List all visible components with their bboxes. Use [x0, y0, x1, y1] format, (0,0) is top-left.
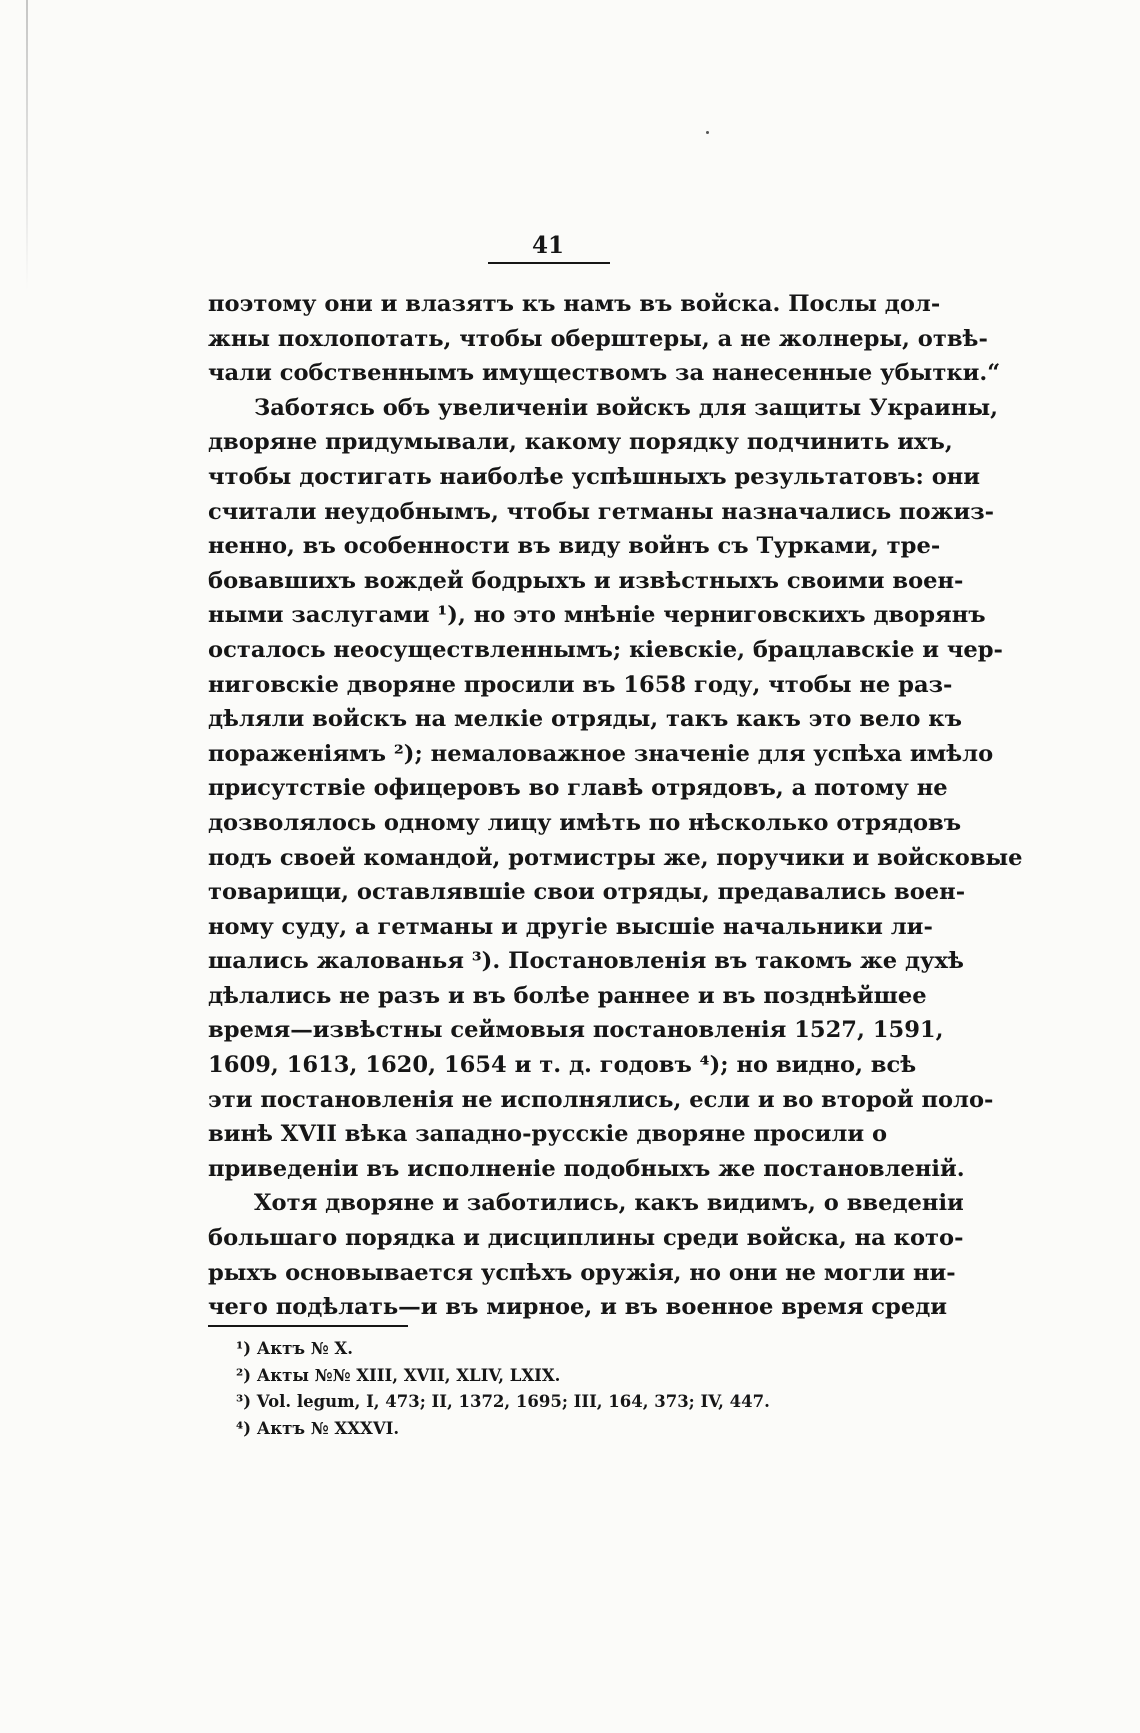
text-line: большаго порядка и дисциплины среди войска, на кото- — [208, 1225, 964, 1252]
footnotes — [236, 1336, 876, 1442]
text-line: считали неудобнымъ, чтобы гетманы назначались пожиз- — [208, 498, 994, 525]
text-line: приведеніи въ исполненіе подобныхъ же постановленій. — [208, 1155, 965, 1182]
text-line: пораженіямъ ²); немаловажное значеніе для успѣха имѣло — [208, 740, 994, 767]
footnote-rule — [208, 1325, 408, 1327]
text-line: дѣлались не разъ и въ болѣе раннее и въ позднѣйшее — [208, 982, 927, 1009]
text-line: дѣляли войскъ на мелкіе отряды, такъ какъ это вело къ — [208, 706, 962, 733]
text-line: чали собственнымъ имуществомъ за нанесенные убытки.“ — [208, 360, 1001, 387]
text-line: товарищи, оставлявшіе свои отряды, предавались воен- — [208, 879, 966, 906]
text-line: жны похлопотать, чтобы оберштеры, а не жолнеры, отвѣ- — [208, 325, 988, 352]
text-line: подъ своей командой, ротмистры же, поручики и войсковые — [208, 844, 1023, 871]
text-line: время—извѣстны сеймовыя постановленія 1527, 1591, — [208, 1017, 944, 1044]
text-line: ными заслугами ¹), но это мнѣніе черниговскихъ дворянъ — [208, 602, 986, 629]
text-line: Хотя дворяне и заботились, какъ видимъ, о введеніи — [254, 1190, 964, 1217]
scan-border-shadow — [26, 0, 28, 290]
text-line: Заботясь объ увеличеніи войскъ для защиты Украины, — [254, 394, 998, 421]
text-line: дозволялось одному лицу имѣть по нѣсколько отрядовъ — [208, 809, 962, 836]
page-number-rule — [488, 262, 610, 264]
page-number: 41 — [531, 232, 564, 259]
text-line: ному суду, а гетманы и другіе высшіе начальники ли- — [208, 913, 933, 940]
text-line: присутствіе офицеровъ во главѣ отрядовъ, а потому не — [208, 775, 948, 802]
footnote: ⁴) Актъ № XXXVI. — [236, 1418, 400, 1438]
text-line: эти постановленія не исполнялись, если и во второй поло- — [208, 1086, 994, 1113]
text-line: осталось неосуществленнымъ; кіевскіе, брацлавскіе и чер- — [208, 636, 1003, 663]
scan-speck — [706, 131, 709, 134]
text-line: чего подѣлать—и въ мирное, и въ военное время среди — [208, 1294, 948, 1321]
text-line: ненно, въ особенности въ виду войнъ съ Турками, тре- — [208, 533, 941, 560]
body-text — [208, 287, 1023, 1325]
footnote: ²) Акты №№ XIII, XVII, XLIV, LXIX. — [236, 1365, 561, 1385]
text-line: винѣ XVII вѣка западно-русскіе дворяне просили о — [208, 1121, 888, 1148]
text-line: бовавшихъ вождей бодрыхъ и извѣстныхъ своими воен- — [208, 567, 964, 594]
footnote: ³) Vol. legum, I, 473; II, 1372, 1695; III, 164, 373; IV, 447. — [236, 1392, 770, 1411]
footnote: ¹) Актъ № X. — [236, 1339, 353, 1358]
text-line: рыхъ основывается успѣхъ оружія, но они не могли ни- — [208, 1259, 956, 1286]
text-line: чтобы достигать наиболѣе успѣшныхъ результатовъ: они — [208, 463, 981, 490]
text-line: дворяне придумывали, какому порядку подчинить ихъ, — [208, 429, 953, 456]
text-line: ниговскіе дворяне просили въ 1658 году, чтобы не раз- — [208, 671, 953, 698]
text-line: поэтому они и влазятъ къ намъ въ войска. Послы дол- — [208, 291, 941, 317]
text-line: 1609, 1613, 1620, 1654 и т. д. годовъ ⁴); но видно, всѣ — [208, 1052, 917, 1079]
text-line: шались жалованья ³). Постановленія въ такомъ же духѣ — [208, 948, 964, 975]
